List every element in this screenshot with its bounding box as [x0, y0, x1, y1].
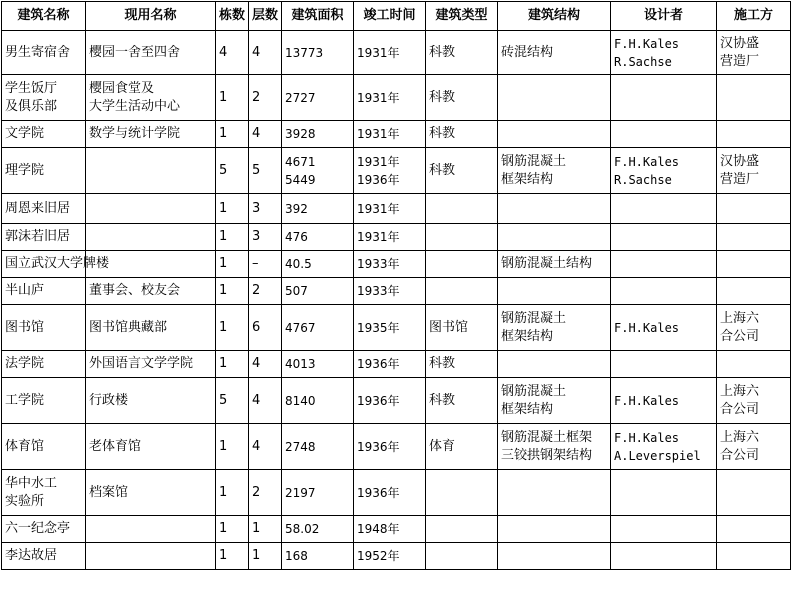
cell-year: 1931年 — [354, 121, 426, 148]
cell-builder — [717, 351, 791, 378]
cell-current — [86, 516, 216, 543]
cell-floors: 2 — [249, 75, 282, 121]
cell-area: 476 — [282, 224, 354, 251]
cell-type: 科教 — [426, 351, 498, 378]
cell-year: 1936年 — [354, 470, 426, 516]
table-row — [2, 351, 791, 378]
cell-builder — [717, 278, 791, 305]
table-row — [2, 194, 791, 224]
cell-type: 科教 — [426, 121, 498, 148]
buildings-table — [1, 1, 791, 570]
cell-name: 李达故居 — [2, 543, 86, 570]
cell-builder — [717, 543, 791, 570]
table-row — [2, 224, 791, 251]
cell-area: 58.02 — [282, 516, 354, 543]
cell-count: 1 — [216, 278, 249, 305]
table-body — [2, 31, 791, 570]
cell-structure: 钢筋混凝土 框架结构 — [498, 305, 611, 351]
cell-designer — [611, 75, 717, 121]
cell-current: 档案馆 — [86, 470, 216, 516]
cell-builder — [717, 516, 791, 543]
cell-floors: 2 — [249, 470, 282, 516]
header-cell: 建筑类型 — [426, 2, 498, 31]
cell-designer — [611, 470, 717, 516]
cell-name: 国立武汉大学牌楼 — [2, 251, 86, 278]
cell-count: 1 — [216, 351, 249, 378]
table-row — [2, 75, 791, 121]
cell-year: 1931年 — [354, 75, 426, 121]
table-row — [2, 148, 791, 194]
cell-designer: F.H.Kales — [611, 378, 717, 424]
cell-name: 六一纪念亭 — [2, 516, 86, 543]
cell-name: 图书馆 — [2, 305, 86, 351]
cell-year: 1948年 — [354, 516, 426, 543]
cell-structure — [498, 278, 611, 305]
cell-designer: F.H.Kales R.Sachse — [611, 148, 717, 194]
cell-type: 科教 — [426, 75, 498, 121]
cell-count: 4 — [216, 31, 249, 75]
header-cell: 栋数 — [216, 2, 249, 31]
cell-type: 体育 — [426, 424, 498, 470]
cell-count: 1 — [216, 194, 249, 224]
cell-name: 半山庐 — [2, 278, 86, 305]
cell-name: 文学院 — [2, 121, 86, 148]
cell-count: 1 — [216, 224, 249, 251]
cell-floors: 1 — [249, 516, 282, 543]
cell-designer — [611, 121, 717, 148]
cell-area: 13773 — [282, 31, 354, 75]
cell-name: 男生寄宿舍 — [2, 31, 86, 75]
cell-type: 科教 — [426, 31, 498, 75]
cell-builder: 上海六 合公司 — [717, 305, 791, 351]
cell-count: 1 — [216, 424, 249, 470]
cell-area: 4671 5449 — [282, 148, 354, 194]
cell-area: 2197 — [282, 470, 354, 516]
cell-structure: 钢筋混凝土结构 — [498, 251, 611, 278]
cell-name: 理学院 — [2, 148, 86, 194]
cell-area: 168 — [282, 543, 354, 570]
cell-floors: 5 — [249, 148, 282, 194]
cell-builder — [717, 194, 791, 224]
cell-type: 科教 — [426, 378, 498, 424]
cell-designer: F.H.Kales A.Leverspiel — [611, 424, 717, 470]
header-row — [2, 2, 791, 31]
cell-type — [426, 194, 498, 224]
cell-designer — [611, 194, 717, 224]
cell-name: 周恩来旧居 — [2, 194, 86, 224]
cell-name: 学生饭厅 及俱乐部 — [2, 75, 86, 121]
cell-floors: 4 — [249, 121, 282, 148]
header-cell: 建筑名称 — [2, 2, 86, 31]
cell-designer — [611, 251, 717, 278]
cell-floors: 6 — [249, 305, 282, 351]
cell-builder — [717, 470, 791, 516]
header-cell: 层数 — [249, 2, 282, 31]
table-row — [2, 470, 791, 516]
table-row — [2, 278, 791, 305]
cell-type — [426, 278, 498, 305]
cell-year: 1933年 — [354, 251, 426, 278]
cell-current: 樱园一舍至四舍 — [86, 31, 216, 75]
cell-structure — [498, 470, 611, 516]
cell-structure — [498, 121, 611, 148]
header-cell: 竣工时间 — [354, 2, 426, 31]
cell-designer — [611, 516, 717, 543]
table-row — [2, 31, 791, 75]
cell-area: 8140 — [282, 378, 354, 424]
cell-builder — [717, 121, 791, 148]
cell-year: 1936年 — [354, 378, 426, 424]
cell-designer — [611, 351, 717, 378]
cell-structure — [498, 516, 611, 543]
cell-area: 392 — [282, 194, 354, 224]
cell-area: 2727 — [282, 75, 354, 121]
cell-designer — [611, 278, 717, 305]
cell-structure: 钢筋混凝土 框架结构 — [498, 148, 611, 194]
cell-current — [86, 224, 216, 251]
header-cell: 施工方 — [717, 2, 791, 31]
cell-year: 1931年 — [354, 31, 426, 75]
cell-count: 5 — [216, 148, 249, 194]
cell-type — [426, 543, 498, 570]
cell-year: 1936年 — [354, 351, 426, 378]
cell-floors: 4 — [249, 31, 282, 75]
cell-year: 1935年 — [354, 305, 426, 351]
cell-current — [86, 543, 216, 570]
cell-count: 1 — [216, 75, 249, 121]
cell-current: 图书馆典藏部 — [86, 305, 216, 351]
cell-count: 1 — [216, 543, 249, 570]
cell-current: 老体育馆 — [86, 424, 216, 470]
cell-structure — [498, 543, 611, 570]
cell-current: 数学与统计学院 — [86, 121, 216, 148]
cell-area: 3928 — [282, 121, 354, 148]
cell-floors: 1 — [249, 543, 282, 570]
cell-current: 樱园食堂及 大学生活动中心 — [86, 75, 216, 121]
header-cell: 建筑面积 — [282, 2, 354, 31]
cell-current: 董事会、校友会 — [86, 278, 216, 305]
cell-count: 1 — [216, 470, 249, 516]
header-cell: 设计者 — [611, 2, 717, 31]
cell-name: 法学院 — [2, 351, 86, 378]
cell-floors: 4 — [249, 424, 282, 470]
cell-current: 行政楼 — [86, 378, 216, 424]
cell-type — [426, 516, 498, 543]
cell-type: 图书馆 — [426, 305, 498, 351]
header-cell: 现用名称 — [86, 2, 216, 31]
cell-current — [86, 194, 216, 224]
cell-year: 1936年 — [354, 424, 426, 470]
cell-count: 1 — [216, 516, 249, 543]
cell-builder: 汉协盛 营造厂 — [717, 148, 791, 194]
cell-designer: F.H.Kales — [611, 305, 717, 351]
cell-floors: 3 — [249, 194, 282, 224]
cell-count: 1 — [216, 251, 249, 278]
table-row — [2, 121, 791, 148]
cell-year: 1952年 — [354, 543, 426, 570]
cell-type: 科教 — [426, 148, 498, 194]
table-row — [2, 378, 791, 424]
cell-area: 4013 — [282, 351, 354, 378]
table-row — [2, 305, 791, 351]
cell-type — [426, 470, 498, 516]
cell-year: 1931年 1936年 — [354, 148, 426, 194]
cell-year: 1931年 — [354, 224, 426, 251]
cell-current — [86, 148, 216, 194]
cell-name: 体育馆 — [2, 424, 86, 470]
cell-builder — [717, 75, 791, 121]
cell-year: 1933年 — [354, 278, 426, 305]
cell-builder — [717, 224, 791, 251]
table-row — [2, 251, 791, 278]
cell-designer — [611, 224, 717, 251]
cell-structure: 钢筋混凝土 框架结构 — [498, 378, 611, 424]
header-cell: 建筑结构 — [498, 2, 611, 31]
cell-floors: 2 — [249, 278, 282, 305]
cell-structure — [498, 75, 611, 121]
cell-floors: – — [249, 251, 282, 278]
cell-count: 1 — [216, 121, 249, 148]
cell-designer — [611, 543, 717, 570]
cell-builder: 汉协盛 营造厂 — [717, 31, 791, 75]
cell-count: 5 — [216, 378, 249, 424]
cell-type — [426, 224, 498, 251]
cell-structure — [498, 351, 611, 378]
cell-floors: 3 — [249, 224, 282, 251]
cell-name: 郭沫若旧居 — [2, 224, 86, 251]
cell-designer: F.H.Kales R.Sachse — [611, 31, 717, 75]
cell-structure: 砖混结构 — [498, 31, 611, 75]
cell-floors: 4 — [249, 351, 282, 378]
cell-area: 40.5 — [282, 251, 354, 278]
cell-structure — [498, 194, 611, 224]
cell-type — [426, 251, 498, 278]
table-row — [2, 543, 791, 570]
cell-builder: 上海六 合公司 — [717, 424, 791, 470]
cell-builder — [717, 251, 791, 278]
cell-area: 4767 — [282, 305, 354, 351]
cell-floors: 4 — [249, 378, 282, 424]
cell-builder: 上海六 合公司 — [717, 378, 791, 424]
cell-count: 1 — [216, 305, 249, 351]
table-row — [2, 424, 791, 470]
cell-structure — [498, 224, 611, 251]
table-row — [2, 516, 791, 543]
cell-year: 1931年 — [354, 194, 426, 224]
cell-current: 外国语言文学学院 — [86, 351, 216, 378]
cell-structure: 钢筋混凝土框架 三铰拱钢架结构 — [498, 424, 611, 470]
cell-area: 2748 — [282, 424, 354, 470]
cell-area: 507 — [282, 278, 354, 305]
cell-name: 工学院 — [2, 378, 86, 424]
cell-name: 华中水工 实验所 — [2, 470, 86, 516]
